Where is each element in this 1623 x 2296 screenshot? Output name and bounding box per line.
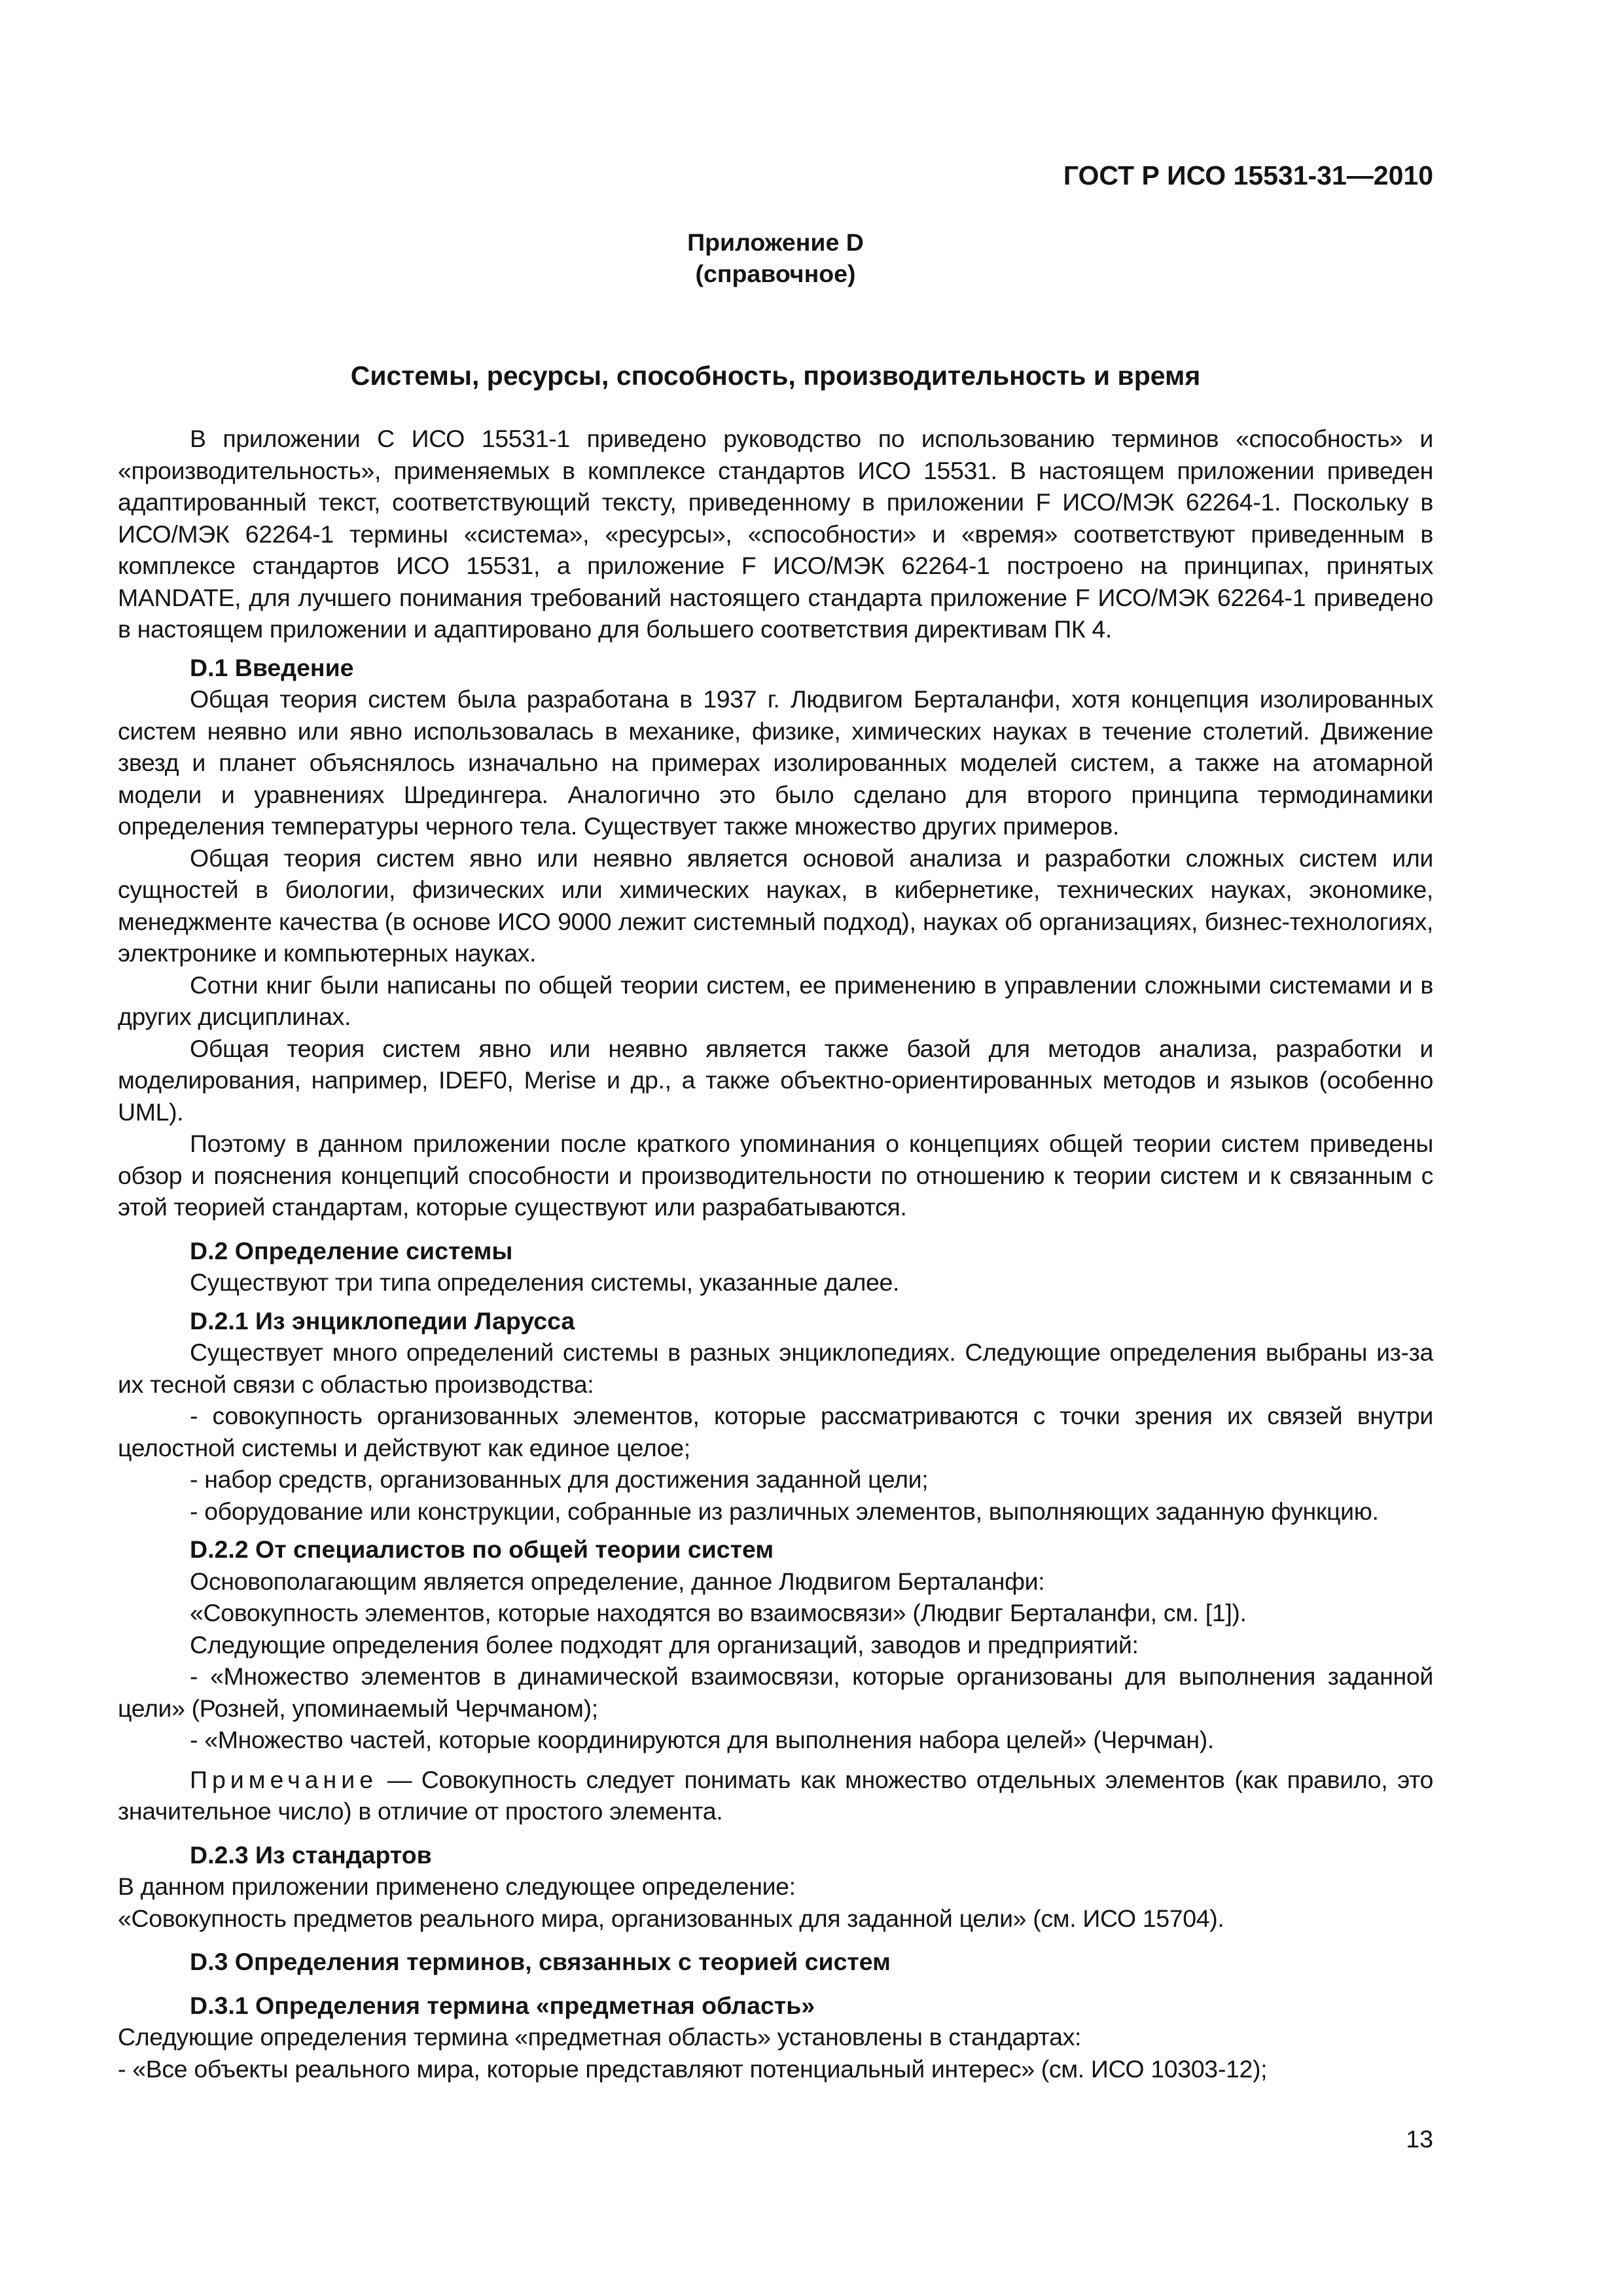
intro-paragraph: В приложении С ИСО 15531-1 приведено руководство по использованию терминов «способность» и «производительность», применяемых в комплексе стандартов ИСО 15531. В настоящем приложении приведен адаптированный текст, соответствующий тексту, приведенному в приложении F ИСО/МЭК 62264-1. Поскольку в ИСО/МЭК 62264-1 термины «система», «ресурсы», «способности» и «время» соответствуют приведенным в комплексе стандартов ИСО 15531, а приложение F ИСО/МЭК 62264-1 построено на принципах, принятых MANDATE, для лучшего понимания требований настоящего стандарта приложение F ИСО/МЭК 62264-1 приведено в настоящем приложении и адаптировано для большего соответствия директивам ПК 4. [118,425,1433,643]
document-page [118,157,1433,2085]
appendix-heading [118,226,1433,289]
section-heading-d3: D.3 Определения терминов, связанных с теорией систем [190,1948,891,1975]
paragraph: Поэтому в данном приложении после краткого упоминания о концепциях общей теории систем приведены обзор и пояснения концепций способности и производительности по отношению к теории систем и к связанным с этой теорией стандартам, которые существуют или разрабатываются. [118,1130,1433,1221]
list-item: - «Множество элементов в динамической взаимосвязи, которые организованы для выполнения заданной цели» (Розней, упоминаемый Черчманом); [118,1662,1433,1722]
paragraph: «Совокупность элементов, которые находятся во взаимосвязи» (Людвиг Берталанфи, см. [1]). [190,1599,1247,1626]
paragraph: Общая теория систем была разработана в 1937 г. Людвигом Берталанфи, хотя концепция изолированных систем неявно или явно использовалась в механике, физике, химических науках в течение столетий. Движение звезд и планет объяснялось изначально на примерах изолированных моделей систем, а также на атомарной модели и уравнениях Шредингера. Аналогично это было сделано для второго принципа термодинамики определения температуры черного тела. Существует также множество других примеров. [118,685,1433,840]
appendix-title: Системы, ресурсы, способность, производительность и время [350,361,1201,391]
document-code: ГОСТ Р ИСО 15531-31—2010 [1063,160,1433,190]
note [118,1764,1433,1827]
section-heading-d1: D.1 Введение [190,653,354,681]
paragraph: Общая теория систем явно или неявно является также базой для методов анализа, разработки и моделирования, например, IDEF0, Merise и др., а также объектно-ориентированных методов и языков (особенно UML). [118,1034,1433,1126]
paragraph: Следующие определения более подходят для организаций, заводов и предприятий: [190,1630,1139,1659]
list-item: - совокупность организованных элементов, которые рассматриваются с точки зрения их связей внутри целостной системы и действуют как единое целое; [118,1402,1433,1462]
paragraph: «Совокупность предметов реального мира, организованных для заданной цели» (см. ИСО 15704). [118,1904,1224,1932]
appendix-label: Приложение D [687,228,864,256]
paragraph: Существует много определений системы в разных энциклопедиях. Следующие определения выбраны из-за их тесной связи с областью производства: [118,1338,1433,1398]
section-heading-d2: D.2 Определение системы [190,1236,513,1265]
list-item: - набор средств, организованных для достижения заданной цели; [190,1465,929,1493]
list-item: - оборудование или конструкции, собранные из различных элементов, выполняющих заданную функцию. [190,1497,1379,1525]
appendix-status: (справочное) [695,260,856,287]
list-item: - «Все объекты реального мира, которые представляют потенциальный интерес» (см. ИСО 10303-12); [118,2054,1268,2083]
page-number: 13 [1406,2125,1433,2153]
subsection-heading-d23: D.2.3 Из стандартов [190,1840,432,1869]
paragraph: Сотни книг были написаны по общей теории систем, ее применению в управлении сложными системами и в других дисциплинах. [118,971,1433,1030]
subsection-heading-d22: D.2.2 От специалистов по общей теории систем [190,1535,774,1563]
paragraph: Основополагающим является определение, данное Людвигом Берталанфи: [190,1567,1045,1595]
paragraph: Следующие определения термина «предметная область» установлены в стандартах: [118,2023,1082,2051]
subsection-heading-d31: D.3.1 Определения термина «предметная область» [190,1991,815,2019]
paragraph: Общая теория систем явно или неявно является основой анализа и разработки сложных систем или сущностей в биологии, физических или химических науках, в кибернетике, технических науках, экономике, менеджменте качества (в основе ИСО 9000 лежит системный подход), науках об организациях, бизнес-технологиях, электронике и компьютерных науках. [118,844,1433,967]
paragraph: Существуют три типа определения системы, указанные далее. [190,1268,900,1296]
subsection-heading-d21: D.2.1 Из энциклопедии Ларусса [190,1306,575,1335]
list-item: - «Множество частей, которые координируются для выполнения набора целей» (Черчман). [190,1726,1214,1753]
note-label: Примечание [190,1765,378,1793]
note-text: — Совокупность следует понимать как множество отдельных элементов (как правило, это значительное число) в отличие от простого элемента. [118,1765,1433,1825]
paragraph: В данном приложении применено следующее определение: [118,1873,796,1900]
